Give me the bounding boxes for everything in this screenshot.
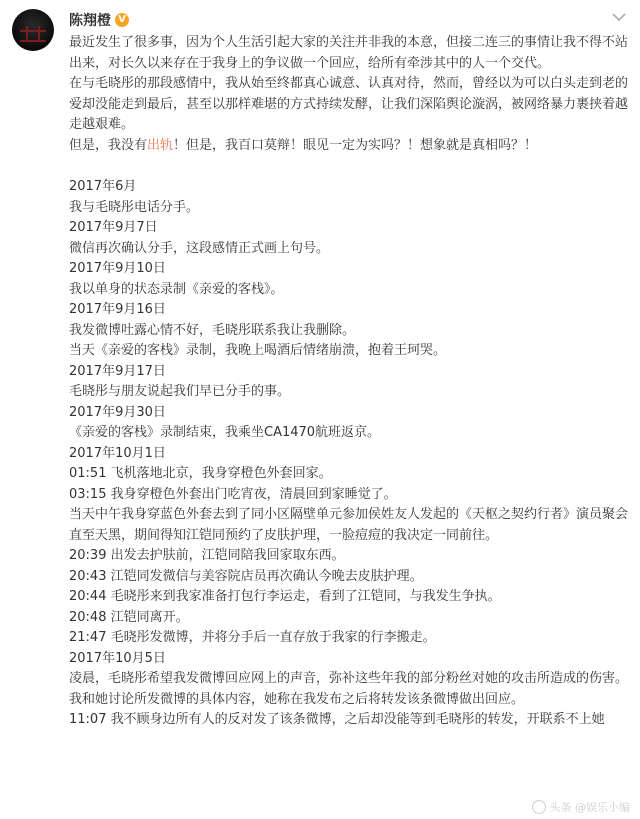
timeline-event: 当天《亲爱的客栈》录制，我晚上喝酒后情绪崩溃，抱着王珂哭。 xyxy=(69,343,447,358)
timeline-event: 03:15 我身穿橙色外套出门吃宵夜，清晨回到家睡觉了。 xyxy=(69,486,397,502)
timeline-event: 我与毛晓彤电话分手。 xyxy=(69,199,200,215)
timeline-date: 2017年9月30日 xyxy=(69,404,166,420)
timeline-date: 2017年9月7日 xyxy=(69,220,158,235)
timeline-date: 2017年9月16日 xyxy=(69,302,166,317)
timeline-event: 20:39 出发去护肤前，江铠同陪我回家取东西。 xyxy=(69,548,345,563)
timeline-event: 11:07 我不顾身边所有人的反对发了该条微博，之后却没能等到毛晓彤的转发，开联系不上她 xyxy=(69,712,605,727)
timeline xyxy=(69,177,629,731)
username[interactable] xyxy=(69,10,129,30)
timeline-event: 20:44 毛晓彤来到我家准备打包行李运走，看到了江铠同，与我发生争执。 xyxy=(69,589,501,604)
spacer xyxy=(69,156,629,177)
timeline-event: 我以单身的状态录制《亲爱的客栈》。 xyxy=(69,281,284,297)
timeline-event: 21:47 毛晓彤发微博，并将分手后一直存放于我家的行李搬走。 xyxy=(69,630,436,645)
timeline-event: 微信再次确认分手，这段感情正式画上句号。 xyxy=(69,240,330,256)
watermark-text: 头条 @娱乐小编 xyxy=(549,801,630,814)
timeline-date: 2017年10月5日 xyxy=(69,650,166,666)
timeline-date: 2017年9月10日 xyxy=(69,261,166,276)
timeline-event: 毛晓彤与朋友说起我们早已分手的事。 xyxy=(69,384,291,399)
toutiao-logo-icon xyxy=(532,800,546,814)
statement-before: 但是，我没有 xyxy=(69,137,148,153)
timeline-event: 我发微博吐露心情不好，毛晓彤联系我让我删除。 xyxy=(69,322,356,338)
timeline-event: 《亲爱的客栈》录制结束，我乘坐CA1470航班返京。 xyxy=(69,425,381,440)
avatar[interactable] xyxy=(12,9,54,51)
topic-link[interactable]: 出轨 xyxy=(147,137,174,153)
chevron-down-icon[interactable] xyxy=(610,10,628,24)
statement-paragraph xyxy=(69,136,629,157)
timeline-date: 2017年9月17日 xyxy=(69,363,166,379)
username-text: 陈翔橙 xyxy=(69,13,111,29)
timeline-event: 20:43 江铠同发微信与美容院店员再次确认今晚去皮肤护理。 xyxy=(69,568,423,584)
timeline-event: 01:51 飞机落地北京，我身穿橙色外套回家。 xyxy=(69,466,332,481)
intro-paragraph-2: 在与毛晓彤的那段感情中，我从始至终都真心诚意、认真对待，然而，曾经以为可以白头走到老的爱却没能走到最后，甚至以那样难堪的方式持续发酵，让我们深陷舆论漩涡，被网络暴力裹挟着越走越艰难。 xyxy=(69,76,629,132)
timeline-event: 当天中午我身穿蓝色外套去到了同小区隔壁单元参加侯姓友人发起的《天枢之契约行者》演员聚会直至天黑，期间得知江铠同预约了皮肤护理，一脸痘痘的我决定一同前往。 xyxy=(69,507,629,543)
intro-paragraph-1: 最近发生了很多事，因为个人生活引起大家的关注并非我的本意，但接二连三的事情让我不得不站出来，对长久以来存在于我身上的争议做一个回应，给所有牵涉其中的人一个交代。 xyxy=(69,35,629,71)
timeline-event: 20:48 江铠同离开。 xyxy=(69,609,189,625)
timeline-date: 2017年6月 xyxy=(69,179,137,194)
verified-v-icon: V xyxy=(115,13,129,27)
post-body xyxy=(69,33,629,731)
watermark xyxy=(532,799,631,815)
statement-after: ！但是，我百口莫辩！眼见一定为实吗？！想象就是真相吗？！ xyxy=(173,137,538,153)
timeline-date: 2017年10月1日 xyxy=(69,445,166,461)
timeline-event: 凌晨，毛晓彤希望我发微博回应网上的声音，弥补这些年我的部分粉丝对她的攻击所造成的伤害。我和她讨论所发微博的具体内容，她称在我发布之后将转发该条微博做出回应。 xyxy=(69,671,629,707)
avatar-logo-icon xyxy=(20,30,46,42)
